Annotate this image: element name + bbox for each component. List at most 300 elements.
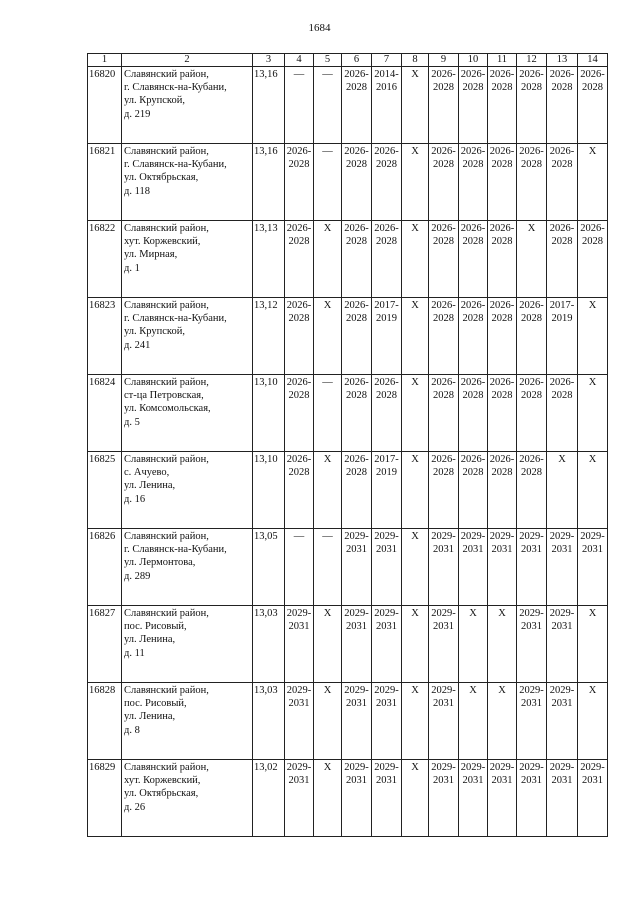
period-line: 2031 xyxy=(433,775,454,787)
period-cell xyxy=(285,298,314,375)
period-line: X xyxy=(588,454,597,465)
period-cell xyxy=(372,67,402,144)
score-cell: 13,13 xyxy=(253,221,285,298)
address-line: Славянский район, xyxy=(124,69,209,80)
row-number: 16822 xyxy=(88,221,122,298)
period-line: 2028 xyxy=(521,159,542,171)
address-line: ул. Крупской, xyxy=(124,326,185,338)
period-line: 2026- xyxy=(344,377,369,388)
period-cell xyxy=(429,529,459,606)
column-number-header: 9 xyxy=(429,54,459,67)
period-line: X xyxy=(323,762,332,773)
score-cell: 13,16 xyxy=(253,144,285,221)
period-cell xyxy=(517,606,547,683)
period-line: 2026- xyxy=(460,454,486,465)
period-line: 2028 xyxy=(491,390,513,402)
period-cell xyxy=(578,760,608,837)
period-line: 2028 xyxy=(346,313,367,325)
period-line: X xyxy=(323,300,332,311)
address-cell xyxy=(122,529,253,606)
period-line: 2031 xyxy=(433,621,454,633)
table-row xyxy=(88,606,608,683)
address-line: ул. Ленина, xyxy=(124,711,176,723)
period-line: 2028 xyxy=(376,390,397,402)
period-line: X xyxy=(323,685,332,696)
period-line: 2026- xyxy=(431,300,456,311)
period-line: — xyxy=(322,531,333,542)
period-line: 2028 xyxy=(551,159,573,171)
period-line: 2028 xyxy=(433,82,454,94)
address-line: Славянский район, xyxy=(124,454,209,465)
address-line: пос. Рисовый, xyxy=(124,621,187,633)
period-line: 2029- xyxy=(519,531,544,542)
period-cell xyxy=(402,375,429,452)
period-line: X xyxy=(527,223,536,234)
period-line: 2026- xyxy=(344,223,369,234)
address-line: ул. Ленина, xyxy=(124,480,176,492)
period-line: 2031 xyxy=(376,775,397,787)
period-line: 2029- xyxy=(519,608,544,619)
address-cell xyxy=(122,144,253,221)
period-line: 2028 xyxy=(462,236,484,248)
period-line: X xyxy=(411,300,419,311)
period-cell xyxy=(547,606,578,683)
period-line: 2028 xyxy=(491,159,513,171)
address-line: Славянский район, xyxy=(124,608,209,619)
period-line: 2028 xyxy=(491,82,513,94)
column-number-header: 3 xyxy=(253,54,285,67)
period-line: 2026- xyxy=(460,69,486,80)
address-cell xyxy=(122,606,253,683)
period-line: 2026- xyxy=(549,146,575,157)
period-line: X xyxy=(588,300,597,311)
period-cell xyxy=(285,144,314,221)
period-line: 2026- xyxy=(580,223,605,234)
address-cell xyxy=(122,298,253,375)
period-line: X xyxy=(411,223,419,234)
period-line: 2031 xyxy=(433,698,454,710)
period-line: 2028 xyxy=(376,236,397,248)
period-line: 2026- xyxy=(344,300,369,311)
period-line: 2028 xyxy=(521,467,542,479)
address-line: Славянский район, xyxy=(124,146,209,157)
period-cell xyxy=(402,683,429,760)
period-cell xyxy=(342,760,372,837)
period-line: 2031 xyxy=(551,544,573,556)
period-cell xyxy=(429,683,459,760)
address-line: ул. Ленина, xyxy=(124,634,176,646)
period-line: 2026- xyxy=(431,377,456,388)
address-line: д. 118 xyxy=(124,185,150,197)
score-cell: 13,03 xyxy=(253,683,285,760)
period-cell xyxy=(488,606,517,683)
period-cell xyxy=(314,375,342,452)
period-line: 2028 xyxy=(551,236,573,248)
period-cell xyxy=(488,67,517,144)
row-number: 16827 xyxy=(88,606,122,683)
period-line: 2026- xyxy=(519,146,544,157)
period-line: 2026- xyxy=(344,146,369,157)
period-line: 2031 xyxy=(376,621,397,633)
period-cell xyxy=(547,529,578,606)
period-line: 2029- xyxy=(489,762,515,773)
period-line: 2028 xyxy=(346,159,367,171)
period-line: — xyxy=(293,69,305,80)
period-cell xyxy=(372,298,402,375)
period-line: 2029- xyxy=(286,762,312,773)
row-number: 16820 xyxy=(88,67,122,144)
period-line: 2028 xyxy=(376,159,397,171)
period-line: X xyxy=(588,146,597,157)
period-line: 2026- xyxy=(519,300,544,311)
period-line: 2029- xyxy=(374,685,399,696)
period-cell xyxy=(488,221,517,298)
address-line: г. Славянск-на-Кубани, xyxy=(124,159,227,171)
period-line: 2029- xyxy=(549,531,575,542)
period-line: 2029- xyxy=(344,762,369,773)
period-line: 2026- xyxy=(489,454,515,465)
period-cell xyxy=(547,298,578,375)
period-cell xyxy=(488,452,517,529)
column-number-header: 10 xyxy=(459,54,488,67)
period-line: 2026- xyxy=(519,69,544,80)
table-row xyxy=(88,298,608,375)
period-line: X xyxy=(469,685,477,696)
period-cell xyxy=(402,452,429,529)
address-line: д. 5 xyxy=(124,416,140,428)
period-cell xyxy=(285,529,314,606)
table-row xyxy=(88,67,608,144)
period-line: 2029- xyxy=(374,531,399,542)
period-line: X xyxy=(411,762,419,773)
period-line: 2031 xyxy=(346,775,367,787)
period-line: 2028 xyxy=(462,313,484,325)
period-line: 2028 xyxy=(288,236,310,248)
period-cell xyxy=(402,606,429,683)
period-line: 2031 xyxy=(346,621,367,633)
period-cell xyxy=(372,221,402,298)
period-line: — xyxy=(322,146,333,157)
period-line: 2028 xyxy=(346,390,367,402)
score-cell: 13,10 xyxy=(253,375,285,452)
period-line: 2029- xyxy=(549,762,575,773)
period-cell xyxy=(578,529,608,606)
period-cell xyxy=(314,452,342,529)
period-line: 2028 xyxy=(491,236,513,248)
period-line: 2031 xyxy=(551,775,573,787)
address-cell xyxy=(122,375,253,452)
period-cell xyxy=(429,375,459,452)
period-cell xyxy=(342,452,372,529)
period-cell xyxy=(285,375,314,452)
period-line: 2031 xyxy=(521,698,542,710)
period-line: 2019 xyxy=(376,313,397,325)
address-line: ул. Крупской, xyxy=(124,95,185,107)
period-line: 2028 xyxy=(462,390,484,402)
period-cell xyxy=(342,67,372,144)
period-line: 2026- xyxy=(549,223,575,234)
period-cell xyxy=(547,375,578,452)
period-line: 2026- xyxy=(286,223,312,234)
period-cell xyxy=(372,760,402,837)
address-line: г. Славянск-на-Кубани, xyxy=(124,82,227,94)
period-line: 2031 xyxy=(346,544,367,556)
column-number-header: 5 xyxy=(314,54,342,67)
period-line: X xyxy=(411,531,419,542)
period-line: 2028 xyxy=(462,159,484,171)
period-line: 2028 xyxy=(462,467,484,479)
address-line: д. 26 xyxy=(124,801,146,813)
score-cell: 13,12 xyxy=(253,298,285,375)
period-line: 2028 xyxy=(288,159,310,171)
period-cell xyxy=(517,760,547,837)
period-line: 2029- xyxy=(286,685,312,696)
period-line: 2017- xyxy=(549,300,575,311)
period-cell xyxy=(578,683,608,760)
period-line: 2028 xyxy=(491,313,513,325)
period-cell xyxy=(314,221,342,298)
period-line: 2029- xyxy=(460,531,486,542)
address-line: ул. Мирная, xyxy=(124,249,178,261)
table-row xyxy=(88,221,608,298)
period-line: X xyxy=(498,685,506,696)
period-line: 2028 xyxy=(346,82,367,94)
period-line: X xyxy=(411,69,419,80)
address-line: Славянский район, xyxy=(124,223,209,234)
period-line: 2026- xyxy=(489,146,515,157)
row-number: 16824 xyxy=(88,375,122,452)
period-cell xyxy=(342,683,372,760)
period-line: 2031 xyxy=(521,621,542,633)
period-cell xyxy=(459,298,488,375)
address-cell xyxy=(122,67,253,144)
row-number: 16823 xyxy=(88,298,122,375)
period-line: 2031 xyxy=(491,775,513,787)
period-cell xyxy=(578,375,608,452)
column-number-header: 11 xyxy=(488,54,517,67)
period-cell xyxy=(578,67,608,144)
period-line: 2026- xyxy=(374,377,399,388)
address-line: ул. Октябрьская, xyxy=(124,788,199,800)
period-cell xyxy=(372,375,402,452)
period-cell xyxy=(429,144,459,221)
period-line: 2014- xyxy=(374,69,399,80)
period-cell xyxy=(578,221,608,298)
address-line: г. Славянск-на-Кубани, xyxy=(124,544,227,556)
period-cell xyxy=(314,67,342,144)
column-number-header: 7 xyxy=(372,54,402,67)
period-line: 2029- xyxy=(344,531,369,542)
register-table xyxy=(87,53,608,837)
row-number: 16829 xyxy=(88,760,122,837)
period-cell xyxy=(488,683,517,760)
period-cell xyxy=(402,67,429,144)
period-cell xyxy=(429,452,459,529)
period-line: 2026- xyxy=(374,223,399,234)
period-cell xyxy=(578,298,608,375)
period-cell xyxy=(314,683,342,760)
period-line: 2016 xyxy=(376,82,397,94)
period-line: 2026- xyxy=(286,300,312,311)
table-row xyxy=(88,375,608,452)
period-cell xyxy=(459,144,488,221)
period-cell xyxy=(285,760,314,837)
address-line: ул. Комсомольская, xyxy=(124,403,211,415)
period-line: 2028 xyxy=(433,313,454,325)
period-line: 2031 xyxy=(582,775,603,787)
period-line: 2026- xyxy=(460,300,486,311)
row-number: 16826 xyxy=(88,529,122,606)
address-line: д. 241 xyxy=(124,339,151,351)
period-cell xyxy=(459,760,488,837)
period-line: X xyxy=(411,685,419,696)
period-cell xyxy=(547,221,578,298)
address-line: хут. Коржевский, xyxy=(124,236,201,248)
period-line: 2031 xyxy=(462,775,484,787)
period-line: 2031 xyxy=(491,544,513,556)
period-line: 2029- xyxy=(344,608,369,619)
period-cell xyxy=(459,375,488,452)
address-line: Славянский район, xyxy=(124,762,209,773)
address-line: ст-ца Петровская, xyxy=(124,390,204,402)
period-line: 2026- xyxy=(431,69,456,80)
period-line: 2029- xyxy=(431,531,456,542)
address-line: д. 1 xyxy=(124,262,140,274)
period-line: 2028 xyxy=(521,313,542,325)
period-cell xyxy=(372,529,402,606)
period-line: 2029- xyxy=(374,608,399,619)
period-cell xyxy=(342,606,372,683)
period-line: 2029- xyxy=(580,531,605,542)
address-line: д. 8 xyxy=(124,724,140,736)
period-cell xyxy=(402,144,429,221)
period-line: 2028 xyxy=(582,236,603,248)
period-cell xyxy=(459,683,488,760)
period-cell xyxy=(517,221,547,298)
period-line: 2031 xyxy=(462,544,484,556)
row-number: 16825 xyxy=(88,452,122,529)
period-line: 2031 xyxy=(582,544,603,556)
header-row xyxy=(88,54,608,67)
period-cell xyxy=(285,606,314,683)
period-line: 2029- xyxy=(580,762,605,773)
period-cell xyxy=(285,683,314,760)
period-line: 2028 xyxy=(521,82,542,94)
score-cell: 13,02 xyxy=(253,760,285,837)
period-line: X xyxy=(558,454,566,465)
period-line: 2029- xyxy=(431,685,456,696)
period-line: 2031 xyxy=(551,698,573,710)
address-cell xyxy=(122,760,253,837)
period-line: 2028 xyxy=(288,467,310,479)
address-line: Славянский район, xyxy=(124,300,209,311)
period-line: X xyxy=(411,377,419,388)
period-cell xyxy=(342,529,372,606)
period-line: 2026- xyxy=(286,377,312,388)
period-cell xyxy=(285,221,314,298)
address-line: д. 16 xyxy=(124,493,146,505)
period-cell xyxy=(459,606,488,683)
period-cell xyxy=(517,683,547,760)
score-cell: 13,03 xyxy=(253,606,285,683)
period-cell xyxy=(547,760,578,837)
address-line: ул. Октябрьская, xyxy=(124,172,199,184)
period-line: 2026- xyxy=(489,223,515,234)
period-cell xyxy=(285,67,314,144)
page-number: 1684 xyxy=(308,22,331,34)
period-line: 2028 xyxy=(462,82,484,94)
period-line: 2028 xyxy=(433,467,454,479)
address-line: ул. Лермонтова, xyxy=(124,557,196,569)
period-line: 2026- xyxy=(286,454,312,465)
period-line: 2028 xyxy=(433,236,454,248)
period-line: 2031 xyxy=(376,544,397,556)
address-cell xyxy=(122,683,253,760)
period-line: X xyxy=(588,608,597,619)
period-cell xyxy=(342,298,372,375)
period-line: 2028 xyxy=(433,159,454,171)
period-cell xyxy=(372,683,402,760)
table-row xyxy=(88,529,608,606)
period-line: — xyxy=(322,377,333,388)
period-line: 2026- xyxy=(344,69,369,80)
period-cell xyxy=(372,606,402,683)
row-number: 16821 xyxy=(88,144,122,221)
table-row xyxy=(88,760,608,837)
address-line: хут. Коржевский, xyxy=(124,775,201,787)
period-line: 2026- xyxy=(489,69,515,80)
period-cell xyxy=(314,298,342,375)
period-line: 2028 xyxy=(288,390,310,402)
period-cell xyxy=(459,221,488,298)
score-cell: 13,05 xyxy=(253,529,285,606)
address-line: д. 219 xyxy=(124,108,151,120)
address-line: Славянский район, xyxy=(124,685,209,696)
period-line: 2028 xyxy=(288,313,310,325)
column-number-header: 14 xyxy=(578,54,608,67)
period-line: 2031 xyxy=(433,544,454,556)
period-line: — xyxy=(322,69,333,80)
period-cell xyxy=(402,760,429,837)
period-cell xyxy=(314,760,342,837)
period-line: 2029- xyxy=(286,608,312,619)
period-line: X xyxy=(588,377,597,388)
period-line: X xyxy=(469,608,477,619)
period-cell xyxy=(342,375,372,452)
period-cell xyxy=(342,221,372,298)
period-cell xyxy=(314,144,342,221)
period-line: 2017- xyxy=(374,454,399,465)
period-line: 2026- xyxy=(489,300,515,311)
period-line: 2019 xyxy=(551,313,573,325)
period-line: 2029- xyxy=(549,608,575,619)
period-line: 2031 xyxy=(288,698,310,710)
period-line: 2026- xyxy=(344,454,369,465)
period-line: 2019 xyxy=(376,467,397,479)
period-line: 2026- xyxy=(431,454,456,465)
period-cell xyxy=(459,529,488,606)
column-number-header: 12 xyxy=(517,54,547,67)
column-number-header: 6 xyxy=(342,54,372,67)
period-line: 2029- xyxy=(431,762,456,773)
period-line: 2026- xyxy=(460,223,486,234)
period-cell xyxy=(429,221,459,298)
period-cell xyxy=(488,529,517,606)
period-line: 2026- xyxy=(286,146,312,157)
period-line: 2029- xyxy=(489,531,515,542)
period-cell xyxy=(402,221,429,298)
period-line: 2031 xyxy=(551,621,573,633)
